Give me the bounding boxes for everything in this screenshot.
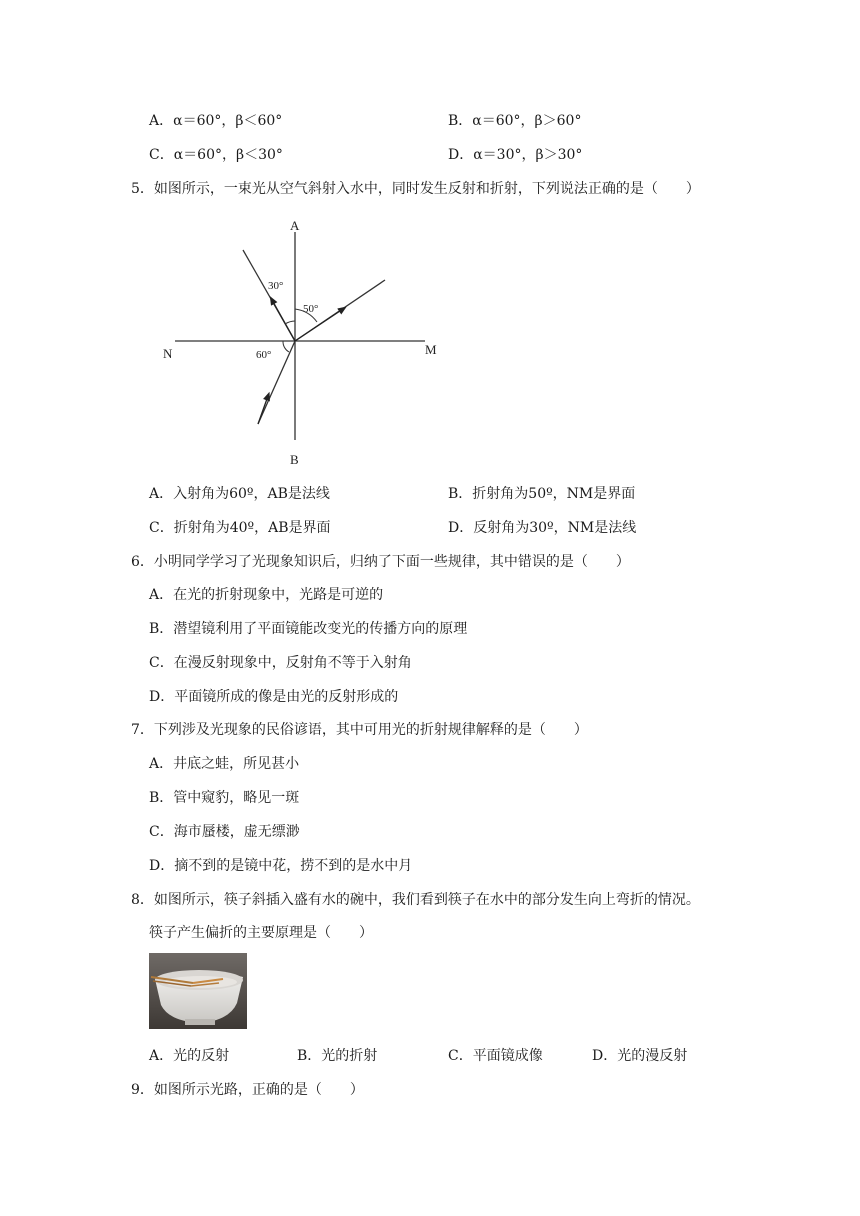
label-n: N (163, 346, 173, 361)
q5-option-a: A．入射角为60º，AB是法线 (149, 486, 330, 502)
q9-stem: 9．如图所示光路，正确的是（ ） (131, 1082, 364, 1098)
q5-stem: 5．如图所示，一束光从空气斜射入水中，同时发生反射和折射，下列说法正确的是（ ） (131, 181, 700, 197)
q8-option-b: B．光的折射 (297, 1048, 378, 1064)
q6-option-d: D．平面镜所成的像是由光的反射形成的 (149, 689, 399, 705)
q7-option-a: A．井底之蛙，所见甚小 (149, 756, 300, 772)
q4-option-c: C．α＝60°，β＜30° (149, 147, 283, 163)
angle-arc-30 (285, 321, 295, 324)
chopsticks-bowl-photo (149, 953, 247, 1029)
angle-arc-60 (283, 341, 289, 352)
q8-stem-line2: 筷子产生偏折的主要原理是（ ） (149, 925, 373, 941)
q6-option-c: C．在漫反射现象中，反射角不等于入射角 (149, 655, 412, 671)
q4-option-a: A．α＝60°，β＜60° (149, 113, 283, 129)
q7-option-d: D．摘不到的是镜中花，捞不到的是水中月 (149, 858, 413, 874)
q6-option-a: A．在光的折射现象中，光路是可逆的 (149, 587, 384, 603)
q4-option-d: D．α＝30°，β＞30° (448, 147, 583, 163)
q5-option-b: B．折射角为50º，NM是界面 (448, 486, 636, 502)
angle-label-50: 50° (303, 303, 319, 315)
q8-option-a: A．光的反射 (149, 1048, 230, 1064)
label-a: A (290, 218, 300, 233)
q5-option-d: D．反射角为30º，NM是法线 (448, 520, 637, 536)
q5-option-c: C．折射角为40º，AB是界面 (149, 520, 331, 536)
light-refraction-diagram (155, 212, 455, 472)
q7-stem: 7．下列涉及光现象的民俗谚语，其中可用光的折射规律解释的是（ ） (131, 722, 588, 738)
label-m: M (425, 342, 437, 357)
angle-label-60: 60° (256, 349, 272, 361)
q7-option-c: C．海市蜃楼，虚无缥渺 (149, 824, 300, 840)
q8-option-c: C．平面镜成像 (448, 1048, 543, 1064)
q8-option-d: D．光的漫反射 (592, 1048, 688, 1064)
label-b: B (290, 452, 299, 467)
q4-option-b: B．α＝60°，β＞60° (448, 113, 582, 129)
q6-stem: 6．小明同学学习了光现象知识后，归纳了下面一些规律，其中错误的是（ ） (131, 554, 630, 570)
q8-stem-line1: 8．如图所示，筷子斜插入盛有水的碗中，我们看到筷子在水中的部分发生向上弯折的情况。 (131, 892, 700, 908)
q6-option-b: B．潜望镜利用了平面镜能改变光的传播方向的原理 (149, 621, 468, 637)
angle-label-30: 30° (268, 280, 284, 292)
q7-option-b: B．管中窥豹，略见一斑 (149, 790, 300, 806)
